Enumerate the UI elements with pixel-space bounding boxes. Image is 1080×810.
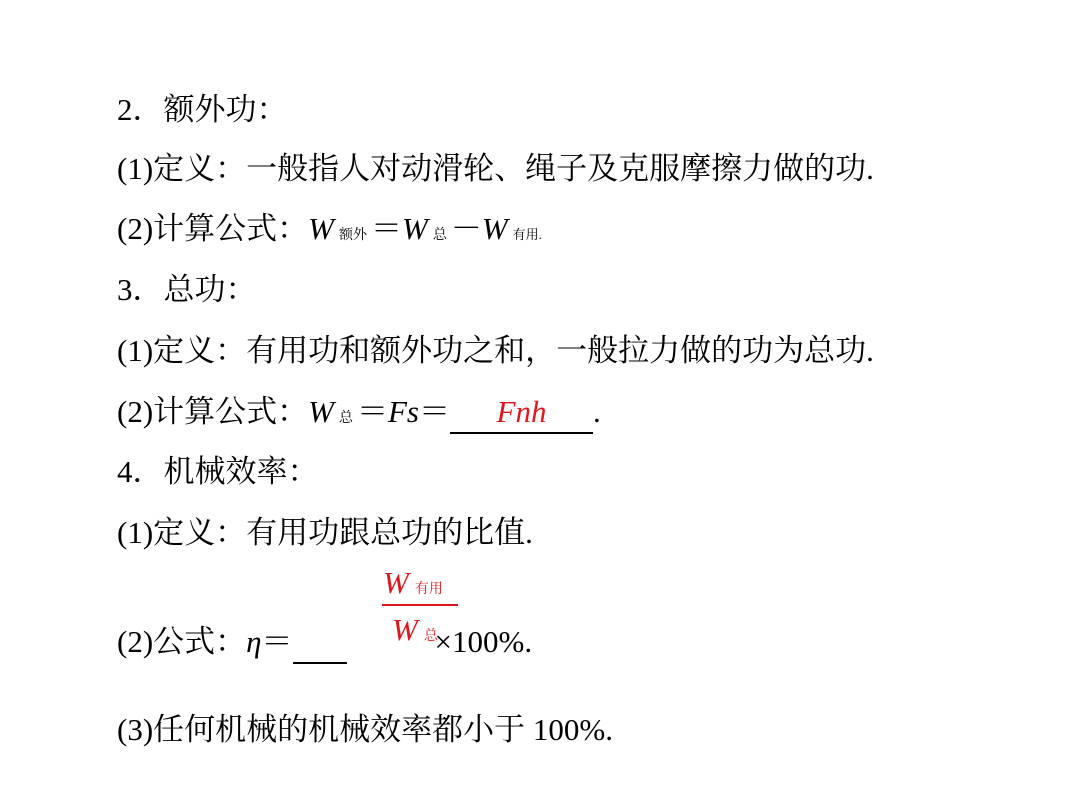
equals-sign: ＝: [261, 624, 293, 659]
section-4-definition: (1)定义：有用功跟总功的比值.: [117, 515, 533, 550]
subscript-extra: 额外: [338, 228, 367, 243]
times-100-percent: ×100%.: [434, 624, 533, 659]
section-2-formula: [117, 209, 546, 256]
w-symbol: W: [308, 394, 334, 429]
answer-blank: [293, 622, 347, 664]
efficiency-fraction: [380, 565, 460, 655]
fraction-denominator: W总: [392, 612, 438, 647]
section-2-definition: (1)定义：一般指人对动滑轮、绳子及克服摩擦力做的功.: [117, 151, 874, 186]
section-3-definition: (1)定义：有用功和额外功之和，一般拉力做的功为总功.: [117, 333, 874, 368]
fraction-bar: [382, 604, 458, 606]
section-3-heading: 3．总功：: [117, 272, 257, 307]
subscript-useful: 有用.: [512, 227, 542, 242]
fraction-numerator: W有用: [383, 565, 443, 600]
subscript-total: 总: [432, 228, 447, 243]
subscript-total: 总: [338, 411, 353, 426]
minus-sign: －: [450, 211, 482, 246]
w-symbol: W: [308, 211, 334, 246]
eta-symbol: η: [246, 624, 262, 659]
section-4-heading: 4．机械效率：: [117, 454, 319, 489]
equals-sign: ＝: [356, 394, 388, 429]
answer-blank: [450, 392, 593, 434]
equals-sign: ＝: [418, 394, 450, 429]
w-symbol: W: [481, 211, 508, 246]
section-4-formula: [117, 622, 532, 664]
w-symbol: W: [401, 211, 428, 246]
equals-sign: ＝: [370, 211, 402, 246]
section-3-formula: [117, 392, 601, 439]
section-2-heading: 2．额外功：: [117, 92, 288, 127]
period: .: [592, 394, 601, 429]
formula-label: (2)计算公式：: [117, 394, 309, 429]
section-4-note: (3)任何机械的机械效率都小于 100%.: [117, 712, 613, 747]
formula-label: (2)计算公式：: [117, 211, 309, 246]
formula-label: (2)公式：: [117, 624, 247, 659]
fs-symbol: Fs: [387, 394, 419, 429]
answer-fnh: Fnh: [496, 394, 547, 429]
